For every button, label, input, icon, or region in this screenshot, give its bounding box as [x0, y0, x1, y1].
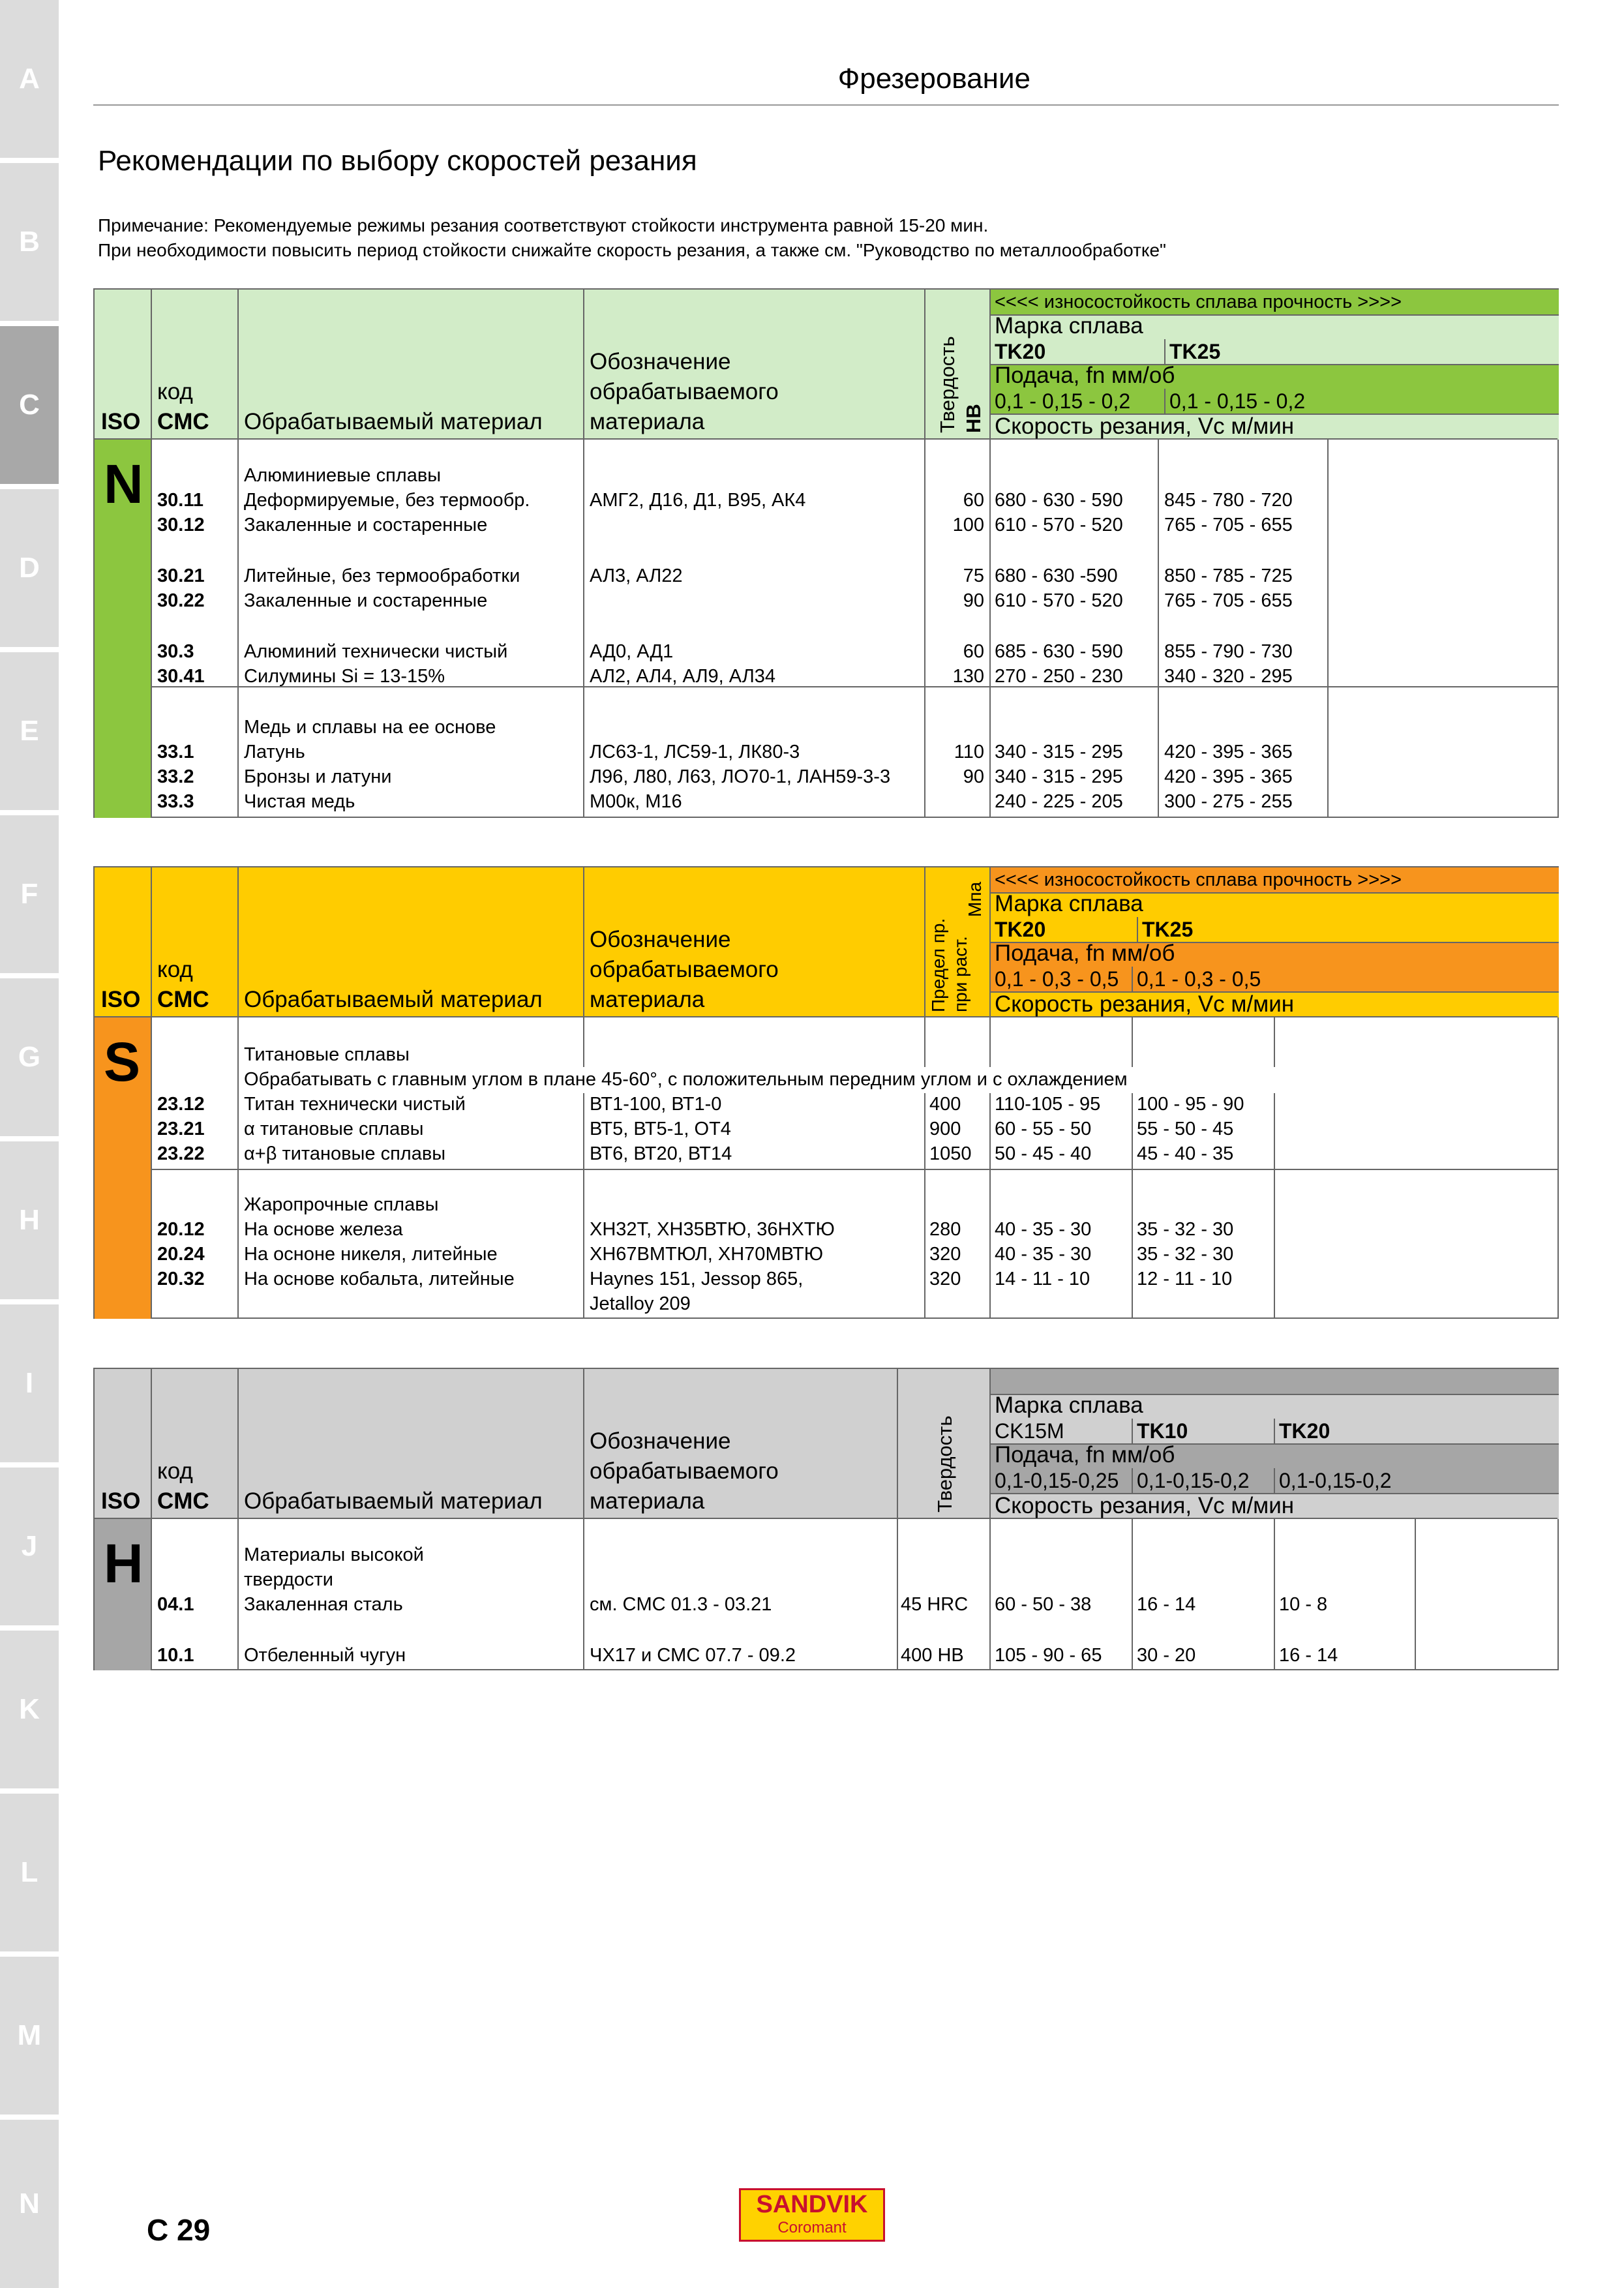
side-tab-i[interactable]: I [0, 1304, 59, 1462]
group-title: Алюминиевые сплавы [244, 465, 442, 486]
row-material: Латунь [244, 742, 305, 762]
row-material: На основе кобальта, литейные [244, 1269, 515, 1289]
row-strength: 320 [929, 1244, 961, 1265]
row-speed-2: 420 - 395 - 365 [1164, 766, 1293, 787]
feed-2: 0,1 - 0,15 - 0,2 [1164, 389, 1305, 414]
row-material: Закаленные и состаренные [244, 515, 488, 535]
row-speed-2: 300 - 275 - 255 [1164, 791, 1293, 812]
row-material: На осноне никеля, литейные [244, 1244, 498, 1265]
speed-label: Скорость резания, Vc м/мин [995, 1493, 1295, 1518]
note-line-1: Примечание: Рекомендуемые режимы резания соответствуют стойкости инструмента равной 15-20 мин. [98, 215, 989, 235]
row-material: Закаленная сталь [244, 1594, 403, 1615]
grade-1: CK15M [995, 1419, 1064, 1443]
group-title: Жаропрочные сплавы [244, 1194, 439, 1215]
side-tab-f[interactable]: F [0, 815, 59, 973]
row-code: 30.12 [157, 515, 205, 535]
feed-1: 0,1-0,15-0,25 [995, 1469, 1119, 1492]
grade-2: TK10 [1137, 1419, 1188, 1443]
logo-line-2: Coromant [777, 2219, 847, 2236]
grade-label: Марка сплава [995, 1392, 1143, 1418]
grade-label: Марка сплава [995, 891, 1143, 916]
header-designation-2: обрабатываемого [590, 957, 779, 982]
row-speed-1: 110-105 - 95 [995, 1094, 1101, 1115]
row-speed-1: 40 - 35 - 30 [995, 1219, 1092, 1240]
row-hardness: 90 [963, 766, 984, 787]
row-code: 10.1 [157, 1645, 194, 1666]
side-tab-j[interactable]: J [0, 1468, 59, 1625]
row-hardness: 45 HRC [901, 1594, 969, 1615]
page-number: C 29 [147, 2213, 211, 2247]
header-hardness: Твердость [936, 336, 959, 433]
row-strength: 280 [929, 1219, 961, 1240]
header-cmc: CMC [157, 1488, 209, 1514]
row-code: 20.24 [157, 1244, 205, 1265]
row-speed-1: 50 - 45 - 40 [995, 1143, 1092, 1164]
row-hardness: 110 [954, 742, 984, 762]
row-speed-2: 35 - 32 - 30 [1137, 1244, 1234, 1265]
header-strength-1: Предел пр. [928, 918, 948, 1012]
feed-label: Подача, fn мм/об [995, 941, 1175, 966]
speed-label: Скорость резания, Vc м/мин [995, 414, 1295, 439]
group-title-1: Материалы высокой [244, 1544, 424, 1565]
row-speed-2: 845 - 780 - 720 [1164, 490, 1293, 511]
grade-label: Марка сплава [995, 313, 1143, 339]
row-speed-2: 855 - 790 - 730 [1164, 641, 1293, 662]
group-title: Медь и сплавы на ее основе [244, 717, 496, 738]
row-designation: АД0, АД1 [590, 641, 674, 662]
note-line-2: При необходимости повысить период стойкости снижайте скорость резания, а также см. "Руководство по металлообработке" [98, 240, 1166, 260]
group-note: Обрабатывать с главным углом в плане 45-60°, с положительным передним углом и с охлаждением [244, 1069, 1128, 1090]
row-speed-2: 16 - 14 [1137, 1594, 1196, 1615]
row-hardness: 60 [963, 641, 984, 662]
header-designation-3: материала [590, 409, 705, 434]
wear-scale: <<<< износостойкость сплава прочность >>>> [995, 869, 1402, 890]
section-heading: Рекомендации по выбору скоростей резания [98, 145, 697, 177]
header-designation-3: материала [590, 1488, 705, 1514]
header-designation-1: Обозначение [590, 349, 731, 374]
row-code: 04.1 [157, 1594, 194, 1615]
header-hardness: Твердость [933, 1415, 956, 1513]
row-speed-2: 12 - 11 - 10 [1137, 1269, 1233, 1289]
row-code: 23.12 [157, 1094, 205, 1115]
table-s [93, 866, 1559, 1319]
row-speed-2: 765 - 705 - 655 [1164, 515, 1293, 535]
speed-label: Скорость резания, Vc м/мин [995, 991, 1295, 1017]
row-designation: АМГ2, Д16, Д1, В95, АК4 [590, 490, 806, 511]
row-code: 20.12 [157, 1219, 205, 1240]
row-material: α+β титановые сплавы [244, 1143, 446, 1164]
row-speed-2: 765 - 705 - 655 [1164, 590, 1293, 611]
row-speed-2: 55 - 50 - 45 [1137, 1119, 1234, 1139]
row-material: α титановые сплавы [244, 1119, 424, 1139]
row-speed-1: 680 - 630 - 590 [995, 490, 1123, 511]
row-material: Алюминий технически чистый [244, 641, 508, 662]
side-tab-b[interactable]: B [0, 163, 59, 321]
side-tab-n[interactable]: N [0, 2120, 59, 2288]
feed-3: 0,1-0,15-0,2 [1274, 1468, 1392, 1493]
row-material: Бронзы и латуни [244, 766, 392, 787]
row-material: Литейные, без термообработки [244, 565, 520, 586]
row-speed-2: 45 - 40 - 35 [1137, 1143, 1234, 1164]
row-strength: 400 [929, 1094, 961, 1115]
row-speed-2: 420 - 395 - 365 [1164, 742, 1293, 762]
page-title: Фрезерование [837, 63, 1030, 95]
iso-letter-s: S [104, 1031, 141, 1092]
row-speed-1: 340 - 315 - 295 [995, 742, 1123, 762]
table-h [93, 1368, 1559, 1670]
row-designation: ХН32Т, ХН35ВТЮ, 36НХТЮ [590, 1219, 835, 1240]
header-strength-unit: Мпа [965, 881, 985, 917]
row-code: 23.21 [157, 1119, 205, 1139]
table-n [93, 288, 1559, 818]
side-tab-a[interactable]: A [0, 0, 59, 158]
grade-2: TK25 [1137, 917, 1193, 942]
feed-label: Подача, fn мм/об [995, 363, 1175, 388]
row-speed-1: 610 - 570 - 520 [995, 515, 1123, 535]
grade-3: TK20 [1279, 1419, 1331, 1443]
row-code: 20.32 [157, 1269, 205, 1289]
row-designation: ЛС63-1, ЛС59-1, ЛК80-3 [590, 742, 800, 762]
header-cmc: CMC [157, 409, 209, 434]
row-speed-1: 105 - 90 - 65 [995, 1645, 1102, 1666]
row-material: На основе железа [244, 1219, 403, 1240]
header-material: Обрабатываемый материал [244, 1488, 543, 1514]
header-designation-1: Обозначение [590, 1428, 731, 1454]
row-speed-3: 10 - 8 [1279, 1594, 1328, 1615]
group-title-2: твердости [244, 1569, 333, 1590]
row-designation: ВТ1-100, ВТ1-0 [590, 1094, 722, 1115]
row-designation: ЧХ17 и CMC 07.7 - 09.2 [590, 1645, 796, 1666]
row-speed-2: 340 - 320 - 295 [1164, 666, 1293, 687]
row-designation: АЛ3, АЛ22 [590, 565, 683, 586]
row-speed-1: 60 - 50 - 38 [995, 1594, 1092, 1615]
header-iso: ISO [101, 409, 141, 434]
header-designation-1: Обозначение [590, 927, 731, 952]
row-hardness: 130 [952, 666, 984, 687]
row-hardness: 400 HB [901, 1645, 964, 1666]
row-hardness: 60 [963, 490, 984, 511]
row-speed-1: 40 - 35 - 30 [995, 1244, 1092, 1265]
row-strength: 900 [929, 1119, 961, 1139]
grade-1: TK20 [995, 918, 1046, 941]
row-speed-2: 30 - 20 [1137, 1645, 1196, 1666]
header-cmc: CMC [157, 987, 209, 1012]
header-kod: код [157, 957, 193, 982]
row-code: 23.22 [157, 1143, 205, 1164]
side-tab-k[interactable]: K [0, 1631, 59, 1788]
grade-2: TK25 [1164, 339, 1220, 364]
row-hardness: 100 [952, 515, 984, 535]
row-speed-2: 35 - 32 - 30 [1137, 1219, 1234, 1240]
grade-1: TK20 [995, 340, 1046, 363]
side-tab-d[interactable]: D [0, 489, 59, 647]
row-designation: Haynes 151, Jessop 865, [590, 1269, 804, 1289]
row-code: 30.21 [157, 565, 205, 586]
header-material: Обрабатываемый материал [244, 987, 543, 1012]
header-iso: ISO [101, 987, 141, 1012]
feed-label: Подача, fn мм/об [995, 1442, 1175, 1468]
row-speed-1: 270 - 250 - 230 [995, 666, 1123, 687]
header-iso: ISO [101, 1488, 141, 1514]
header-material: Обрабатываемый материал [244, 409, 543, 434]
row-code: 30.3 [157, 641, 194, 662]
row-code: 33.3 [157, 791, 194, 812]
group-title: Титановые сплавы [244, 1044, 410, 1065]
row-designation: ХН67ВМТЮЛ, ХН70МВТЮ [590, 1244, 824, 1265]
row-material: Закаленные и состаренные [244, 590, 488, 611]
row-strength: 320 [929, 1269, 961, 1289]
feed-1: 0,1 - 0,15 - 0,2 [995, 389, 1131, 413]
side-tab-m[interactable]: M [0, 1957, 59, 2115]
sandvik-logo [739, 2188, 885, 2242]
row-designation: М00к, М16 [590, 791, 682, 812]
row-speed-1: 14 - 11 - 10 [995, 1269, 1090, 1289]
row-designation: АЛ2, АЛ4, АЛ9, АЛ34 [590, 666, 776, 687]
row-strength: 1050 [929, 1143, 972, 1164]
header-designation-3: материала [590, 987, 705, 1012]
row-speed-1: 340 - 315 - 295 [995, 766, 1123, 787]
row-hardness: 90 [963, 590, 984, 611]
iso-letter-n: N [104, 453, 143, 515]
row-speed-1: 685 - 630 - 590 [995, 641, 1123, 662]
row-speed-1: 680 - 630 -590 [995, 565, 1118, 586]
row-designation: ВТ5, ВТ5-1, ОТ4 [590, 1119, 731, 1139]
wear-scale: <<<< износостойкость сплава прочность >>>> [995, 292, 1402, 312]
row-speed-2: 850 - 785 - 725 [1164, 565, 1293, 586]
feed-2: 0,1-0,15-0,2 [1132, 1468, 1250, 1493]
row-speed-1: 240 - 225 - 205 [995, 791, 1123, 812]
row-material: Титан технически чистый [244, 1094, 466, 1115]
header-kod: код [157, 1458, 193, 1484]
side-tab-c[interactable]: C [0, 326, 59, 484]
feed-2: 0,1 - 0,3 - 0,5 [1132, 967, 1261, 991]
row-code: 33.2 [157, 766, 194, 787]
row-hardness: 75 [963, 565, 984, 586]
row-designation: см. CMC 01.3 - 03.21 [590, 1594, 772, 1615]
side-tab-g[interactable]: G [0, 978, 59, 1136]
row-speed-1: 60 - 55 - 50 [995, 1119, 1092, 1139]
row-code: 33.1 [157, 742, 194, 762]
header-strength-2: при раст. [950, 936, 970, 1012]
row-material: Чистая медь [244, 791, 355, 812]
header-designation-2: обрабатываемого [590, 1458, 779, 1484]
header-designation-2: обрабатываемого [590, 379, 779, 404]
iso-letter-h: H [104, 1533, 143, 1594]
header-kod: код [157, 379, 193, 404]
row-designation: ВТ6, ВТ20, ВТ14 [590, 1143, 732, 1164]
row-material: Силумины Si = 13-15% [244, 666, 445, 687]
row-code: 30.11 [157, 490, 203, 511]
side-tab-e[interactable]: E [0, 652, 59, 810]
row-speed-2: 100 - 95 - 90 [1137, 1094, 1244, 1115]
side-tab-l[interactable]: L [0, 1794, 59, 1951]
row-speed-1: 610 - 570 - 520 [995, 590, 1123, 611]
side-tab-h[interactable]: H [0, 1141, 59, 1299]
row-speed-3: 16 - 14 [1279, 1645, 1338, 1666]
header-hardness-unit: HB [962, 404, 985, 433]
feed-1: 0,1 - 0,3 - 0,5 [995, 967, 1119, 991]
row-code: 30.22 [157, 590, 205, 611]
row-material: Деформируемые, без термообр. [244, 490, 530, 511]
header-rule [93, 104, 1559, 106]
row-material: Отбеленный чугун [244, 1645, 406, 1666]
row-designation: Л96, Л80, Л63, ЛО70-1, ЛАН59-3-3 [590, 766, 891, 787]
row-designation-continued: Jetalloy 209 [590, 1293, 691, 1314]
logo-line-1: SANDVIK [756, 2191, 868, 2218]
row-code: 30.41 [157, 666, 205, 687]
